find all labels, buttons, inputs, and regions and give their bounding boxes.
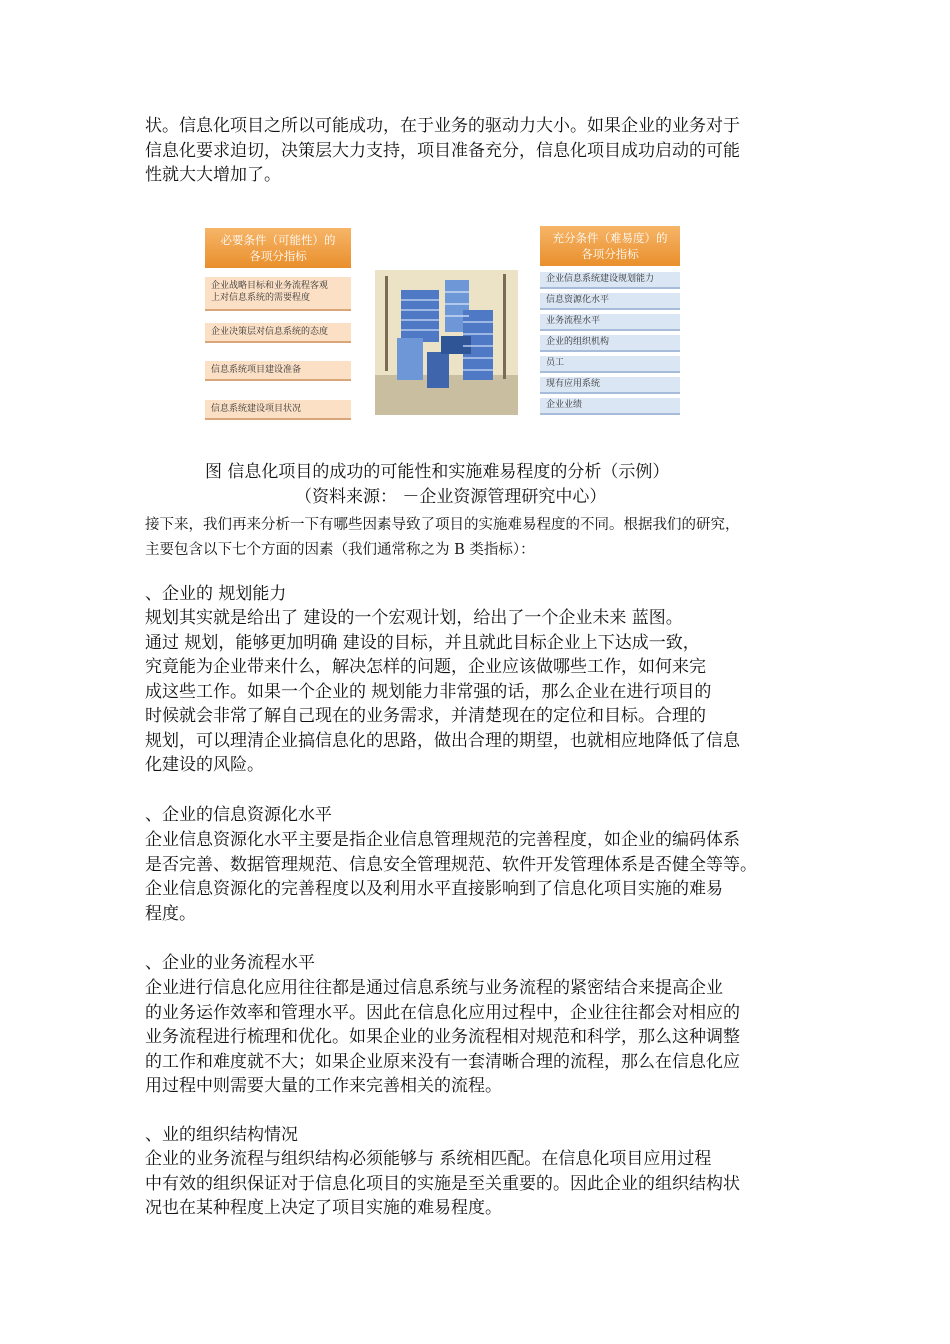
section-body <box>145 606 810 778</box>
section-body <box>145 976 810 1099</box>
text-line: 规划，可以理清企业搞信息化的思路，做出合理的期望，也就相应地降低了信息 <box>145 730 740 751</box>
text-line: 企业信息资源化水平主要是指企业信息管理规范的完善程度，如企业的编码体系 <box>145 830 740 850</box>
section-heading: 、企业的 规划能力 <box>145 584 287 604</box>
left-item <box>205 277 351 311</box>
building-illustration <box>375 270 518 415</box>
right-item: 现有应用系统 <box>540 377 680 394</box>
text-line: 化建设的风险。 <box>145 755 264 775</box>
right-header-line: 充分条件（难易度）的 <box>552 231 668 245</box>
text-line: 究竟能为企业带来什么，解决怎样的问题，企业应该做哪些工作，如何来完 <box>145 657 706 677</box>
left-header <box>205 228 351 268</box>
section-heading: 、业的组织结构情况 <box>145 1125 298 1145</box>
section-heading: 、企业的业务流程水平 <box>145 953 315 973</box>
left-item-line: 企业决策层对信息系统的态度 <box>211 327 329 337</box>
right-header <box>540 226 680 266</box>
transition-paragraph <box>145 513 810 563</box>
text-line: 主要包含以下七个方面的因素（我们通常称之为 B 类指标）： <box>145 542 535 558</box>
text-line: 成这些工作。如果一个企业的 规划能力非常强的话，那么企业在进行项目的 <box>145 681 712 702</box>
text-line: 企业的业务流程与组织结构必须能够与 系统相匹配。在信息化项目应用过程 <box>145 1149 712 1169</box>
text-line: 的业务运作效率和管理水平。因此在信息化应用过程中，企业往往都会对相应的 <box>145 1002 740 1023</box>
text-line: 的工作和难度就不大；如果企业原来没有一套清晰合理的流程，那么在信息化应 <box>145 1051 740 1072</box>
left-item <box>205 323 351 343</box>
left-item <box>205 400 351 420</box>
text-line: 业务流程进行梳理和优化。如果企业的业务流程相对规范和科学，那么这种调整 <box>145 1027 740 1047</box>
left-item-line: 上对信息系统的需要程度 <box>211 293 311 303</box>
left-item-line: 企业战略目标和业务流程客观 <box>211 281 329 291</box>
text-line: 时候就会非常了解自己现在的业务需求，并清楚现在的定位和目标。合理的 <box>145 706 706 726</box>
text-line: 状。信息化项目之所以可能成功，在于业务的驱动力大小。如果企业的业务对于 <box>145 116 740 136</box>
right-item: 员工 <box>540 356 680 373</box>
text-line: 通过 规划，能够更加明确 建设的目标，并且就此目标企业上下达成一致， <box>145 632 700 653</box>
text-line: 用过程中则需要大量的工作来完善相关的流程。 <box>145 1076 502 1096</box>
text-line: 企业信息资源化的完善程度以及利用水平直接影响到了信息化项目实施的难易 <box>145 879 723 899</box>
right-item: 企业业绩 <box>540 398 680 415</box>
text-line: 信息化要求迫切，决策层大力支持，项目准备充分，信息化项目成功启动的可能 <box>145 140 740 161</box>
left-item-line: 信息系统项目建设准备 <box>211 365 302 375</box>
right-item: 信息资源化水平 <box>540 293 680 310</box>
intro-paragraph <box>145 114 810 188</box>
text-line: 接下来，我们再来分析一下有哪些因素导致了项目的实施难易程度的不同。根据我们的研究， <box>145 517 740 533</box>
caption-source: （资料来源： －企业资源管理研究中心） <box>295 486 607 507</box>
left-item-line: 信息系统建设项目状况 <box>211 404 302 414</box>
analysis-figure <box>205 220 690 420</box>
text-line: 企业进行信息化应用往往都是通过信息系统与业务流程的紧密结合来提高企业 <box>145 978 723 998</box>
section-heading: 、企业的信息资源化水平 <box>145 805 332 825</box>
text-line: 性就大大增加了。 <box>145 165 281 185</box>
right-item: 企业信息系统建设规划能力 <box>540 272 680 289</box>
text-line: 程度。 <box>145 903 196 924</box>
left-header-line: 各项分指标 <box>249 249 307 263</box>
section-body <box>145 828 810 926</box>
right-item: 业务流程水平 <box>540 314 680 331</box>
text-line: 规划其实就是给出了 建设的一个宏观计划，给出了一个企业未来 蓝图。 <box>145 608 683 628</box>
caption-line: 图 信息化项目的成功的可能性和实施难易程度的分析（示例） <box>205 462 670 482</box>
left-item <box>205 361 351 381</box>
text-line: 是否完善、数据管理规范、信息安全管理规范、软件开发管理体系是否健全等等。 <box>145 854 757 875</box>
figure-caption <box>145 460 810 509</box>
section-body <box>145 1147 810 1221</box>
right-item: 企业的组织机构 <box>540 335 680 352</box>
right-header-line: 各项分指标 <box>581 247 639 261</box>
left-header-line: 必要条件（可能性）的 <box>220 233 336 247</box>
text-line: 中有效的组织保证对于信息化项目的实施是至关重要的。因此企业的组织结构状 <box>145 1173 740 1194</box>
text-line: 况也在某种程度上决定了项目实施的难易程度。 <box>145 1198 502 1218</box>
